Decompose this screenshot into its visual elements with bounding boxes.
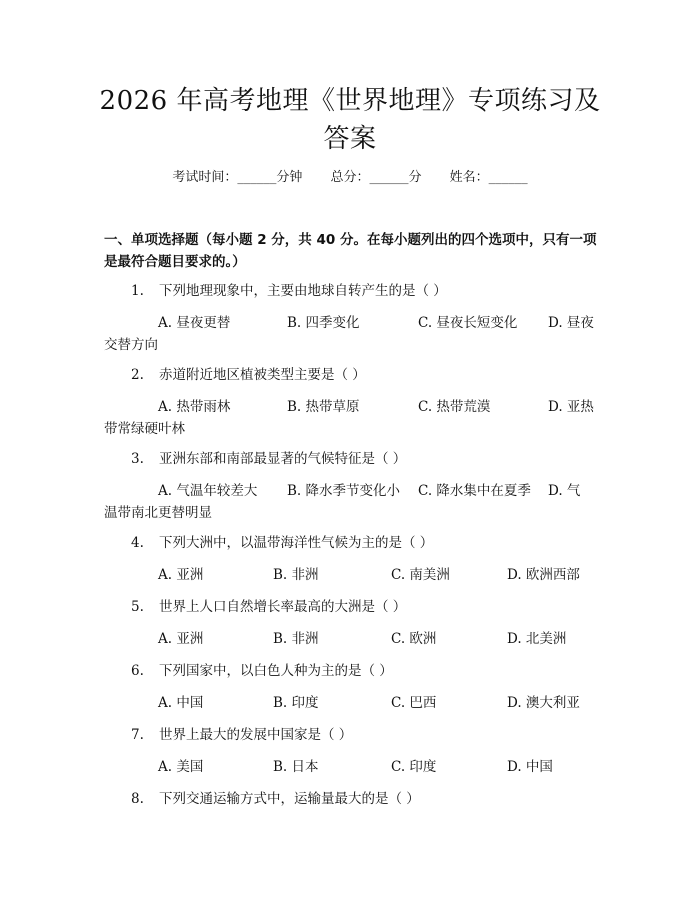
question-number: 1. bbox=[131, 283, 144, 299]
option-c: C. 热带荒漠 bbox=[418, 399, 491, 415]
option-d: D. 澳大利亚 bbox=[507, 695, 580, 711]
question-3 bbox=[131, 449, 611, 469]
option-continuation: 温带南北更替明显 bbox=[104, 505, 212, 521]
question-number: 8. bbox=[131, 791, 144, 807]
question-number: 6. bbox=[131, 663, 144, 679]
question-6 bbox=[131, 661, 611, 681]
question-text: 下列地理现象中，主要由地球自转产生的是（ ） bbox=[159, 283, 447, 299]
option-b: B. 非洲 bbox=[273, 631, 319, 647]
total-score-field: 总分：______分 bbox=[330, 170, 422, 185]
question-text: 下列国家中，以白色人种为主的是（ ） bbox=[159, 663, 393, 679]
option-d: D. 亚热 bbox=[548, 399, 594, 415]
question-2 bbox=[131, 365, 611, 385]
option-d: D. 欧洲西部 bbox=[507, 567, 580, 583]
option-a: A. 昼夜更替 bbox=[158, 315, 231, 331]
question-7 bbox=[131, 725, 611, 745]
question-text: 世界上人口自然增长率最高的大洲是（ ） bbox=[159, 599, 407, 615]
question-number: 5. bbox=[131, 599, 144, 615]
question-number: 7. bbox=[131, 727, 144, 743]
option-b: B. 降水季节变化小 bbox=[287, 483, 401, 499]
exam-time-field: 考试时间：______分钟 bbox=[172, 170, 303, 185]
question-1 bbox=[131, 281, 611, 301]
option-continuation: 带常绿硬叶林 bbox=[104, 421, 185, 437]
option-c: C. 巴西 bbox=[391, 695, 437, 711]
option-c: C. 昼夜长短变化 bbox=[418, 315, 518, 331]
option-c: C. 降水集中在夏季 bbox=[418, 483, 531, 499]
option-d: D. 昼夜 bbox=[548, 315, 594, 331]
question-number: 3. bbox=[131, 451, 144, 467]
question-text: 赤道附近地区植被类型主要是（ ） bbox=[159, 367, 366, 383]
option-c: C. 印度 bbox=[391, 759, 437, 775]
option-a: A. 美国 bbox=[158, 759, 204, 775]
option-a: A. 中国 bbox=[158, 695, 204, 711]
name-field: 姓名：______ bbox=[449, 170, 528, 185]
question-text: 下列大洲中，以温带海洋性气候为主的是（ ） bbox=[159, 535, 434, 551]
question-text: 下列交通运输方式中，运输量最大的是（ ） bbox=[159, 791, 420, 807]
section-heading: 一、单项选择题（每小题 2 分，共 40 分。在每小题列出的四个选项中，只有一项是最符合题目要求的。） bbox=[104, 232, 597, 270]
option-a: A. 气温年较差大 bbox=[158, 483, 258, 499]
option-b: B. 热带草原 bbox=[287, 399, 360, 415]
question-4 bbox=[131, 533, 611, 553]
question-text: 世界上最大的发展中国家是（ ） bbox=[159, 727, 353, 743]
question-number: 2. bbox=[131, 367, 144, 383]
option-a: A. 亚洲 bbox=[158, 631, 204, 647]
option-d: D. 气 bbox=[548, 483, 581, 499]
option-a: A. 热带雨林 bbox=[158, 399, 231, 415]
question-text: 亚洲东部和南部最显著的气候特征是（ ） bbox=[159, 451, 407, 467]
option-b: B. 日本 bbox=[273, 759, 319, 775]
option-continuation: 交替方向 bbox=[104, 337, 158, 353]
option-d: D. 北美洲 bbox=[507, 631, 567, 647]
option-a: A. 亚洲 bbox=[158, 567, 204, 583]
option-c: C. 南美洲 bbox=[391, 567, 450, 583]
exam-meta bbox=[0, 169, 700, 187]
question-number: 4. bbox=[131, 535, 144, 551]
option-d: D. 中国 bbox=[507, 759, 553, 775]
question-5 bbox=[131, 597, 611, 617]
question-8 bbox=[131, 789, 611, 809]
page-title: 2026 年高考地理《世界地理》专项练习及答案 bbox=[99, 86, 601, 154]
option-b: B. 四季变化 bbox=[287, 315, 360, 331]
option-c: C. 欧洲 bbox=[391, 631, 437, 647]
option-b: B. 印度 bbox=[273, 695, 319, 711]
option-b: B. 非洲 bbox=[273, 567, 319, 583]
